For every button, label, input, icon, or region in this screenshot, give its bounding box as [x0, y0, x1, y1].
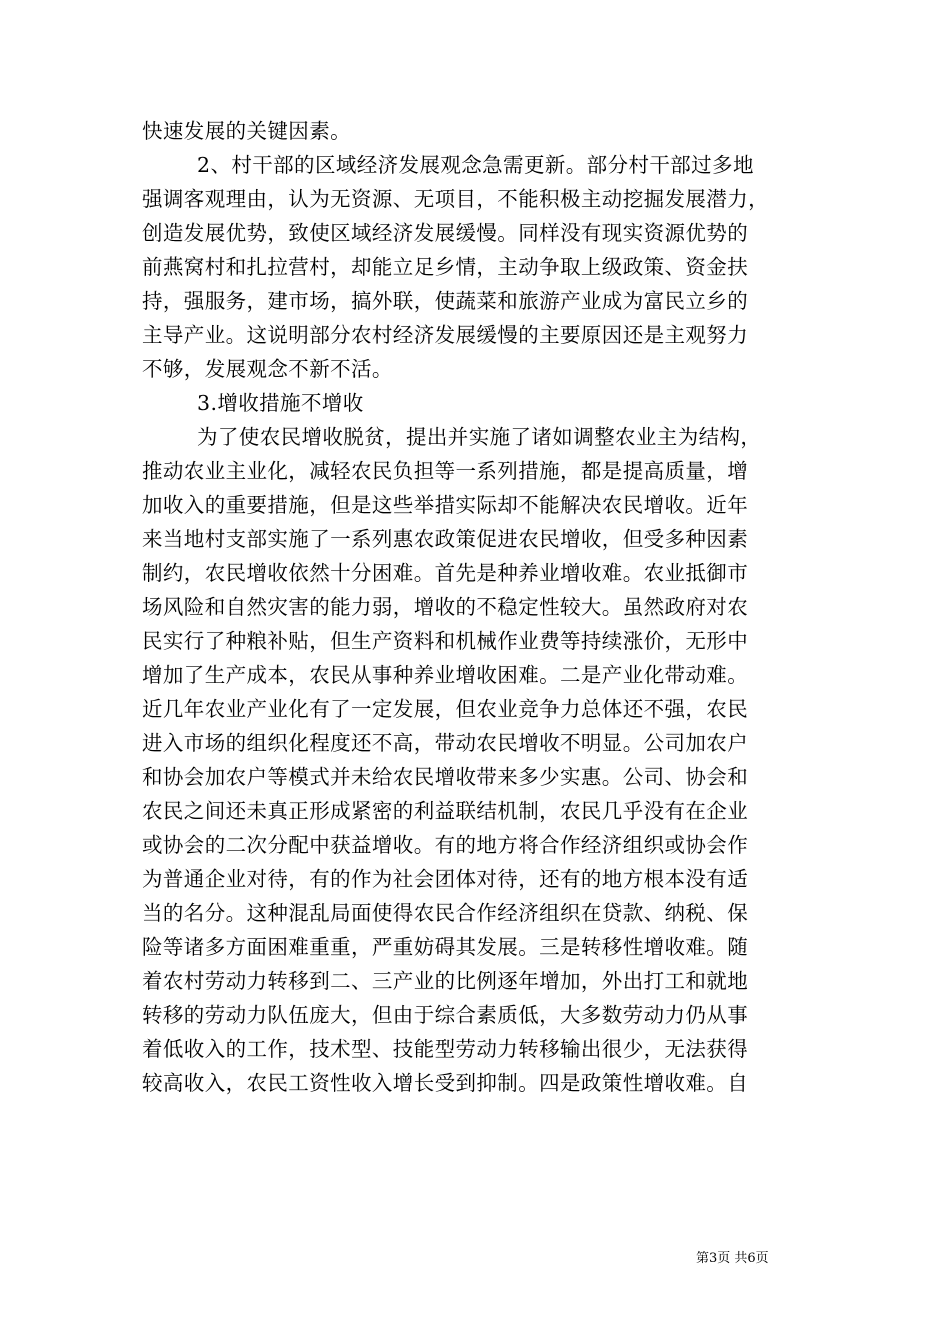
- text-line: 转移的劳动力队伍庞大，但由于综合素质低，大多数劳动力仍从事: [142, 1003, 749, 1027]
- text-line: 创造发展优势，致使区域经济发展缓慢。同样没有现实资源优势的: [142, 221, 749, 245]
- page-number: 第3页 共6页: [696, 1251, 769, 1266]
- text-line: 2、村干部的区域经济发展观念急需更新。部分村干部过多地: [197, 153, 754, 177]
- text-line: 加收入的重要措施，但是这些举措实际却不能解决农民增收。近年: [142, 493, 749, 517]
- text-line: 推动农业主业化，减轻农民负担等一系列措施，都是提高质量，增: [142, 459, 749, 483]
- text-line: 为了使农民增收脱贫，提出并实施了诸如调整农业主为结构，: [197, 425, 762, 449]
- text-line: 快速发展的关键因素。: [142, 119, 351, 143]
- text-line: 主导产业。这说明部分农村经济发展缓慢的主要原因还是主观努力: [142, 323, 749, 347]
- text-line: 进入市场的组织化程度还不高，带动农民增收不明显。公司加农户: [142, 731, 749, 755]
- text-line: 制约，农民增收依然十分困难。首先是种养业增收难。农业抵御市: [142, 561, 749, 585]
- text-line: 当的名分。这种混乱局面使得农民合作经济组织在贷款、纳税、保: [142, 901, 749, 925]
- text-line: 着低收入的工作，技术型、技能型劳动力转移输出很少，无法获得: [142, 1037, 749, 1061]
- text-line: 较高收入，农民工资性收入增长受到抑制。四是政策性增收难。自: [142, 1071, 749, 1095]
- text-line: 场风险和自然灾害的能力弱，增收的不稳定性较大。虽然政府对农: [142, 595, 749, 619]
- text-line: 或协会的二次分配中获益增收。有的地方将合作经济组织或协会作: [142, 833, 749, 857]
- text-line: 农民之间还未真正形成紧密的利益联结机制，农民几乎没有在企业: [142, 799, 749, 823]
- body-text: [142, 114, 822, 1100]
- section-heading: 3.增收措施不增收: [197, 391, 364, 415]
- text-line: 不够，发展观念不新不活。: [142, 357, 393, 381]
- text-line: 和协会加农户等模式并未给农民增收带来多少实惠。公司、协会和: [142, 765, 749, 789]
- text-line: 增加了生产成本，农民从事种养业增收困难。二是产业化带动难。: [142, 663, 749, 687]
- text-line: 近几年农业产业化有了一定发展，但农业竞争力总体还不强，农民: [142, 697, 749, 721]
- text-line: 民实行了种粮补贴，但生产资料和机械作业费等持续涨价，无形中: [142, 629, 749, 653]
- text-line: 前燕窝村和扎拉营村，却能立足乡情，主动争取上级政策、资金扶: [142, 255, 749, 279]
- text-line: 来当地村支部实施了一系列惠农政策促进农民增收，但受多种因素: [142, 527, 749, 551]
- text-line: 强调客观理由，认为无资源、无项目，不能积极主动挖掘发展潜力，: [142, 187, 769, 211]
- text-line: 险等诸多方面困难重重，严重妨碍其发展。三是转移性增收难。随: [142, 935, 749, 959]
- text-line: 持，强服务，建市场，搞外联，使蔬菜和旅游产业成为富民立乡的: [142, 289, 749, 313]
- text-line: 为普通企业对待，有的作为社会团体对待，还有的地方根本没有适: [142, 867, 749, 891]
- text-line: 着农村劳动力转移到二、三产业的比例逐年增加，外出打工和就地: [142, 969, 749, 993]
